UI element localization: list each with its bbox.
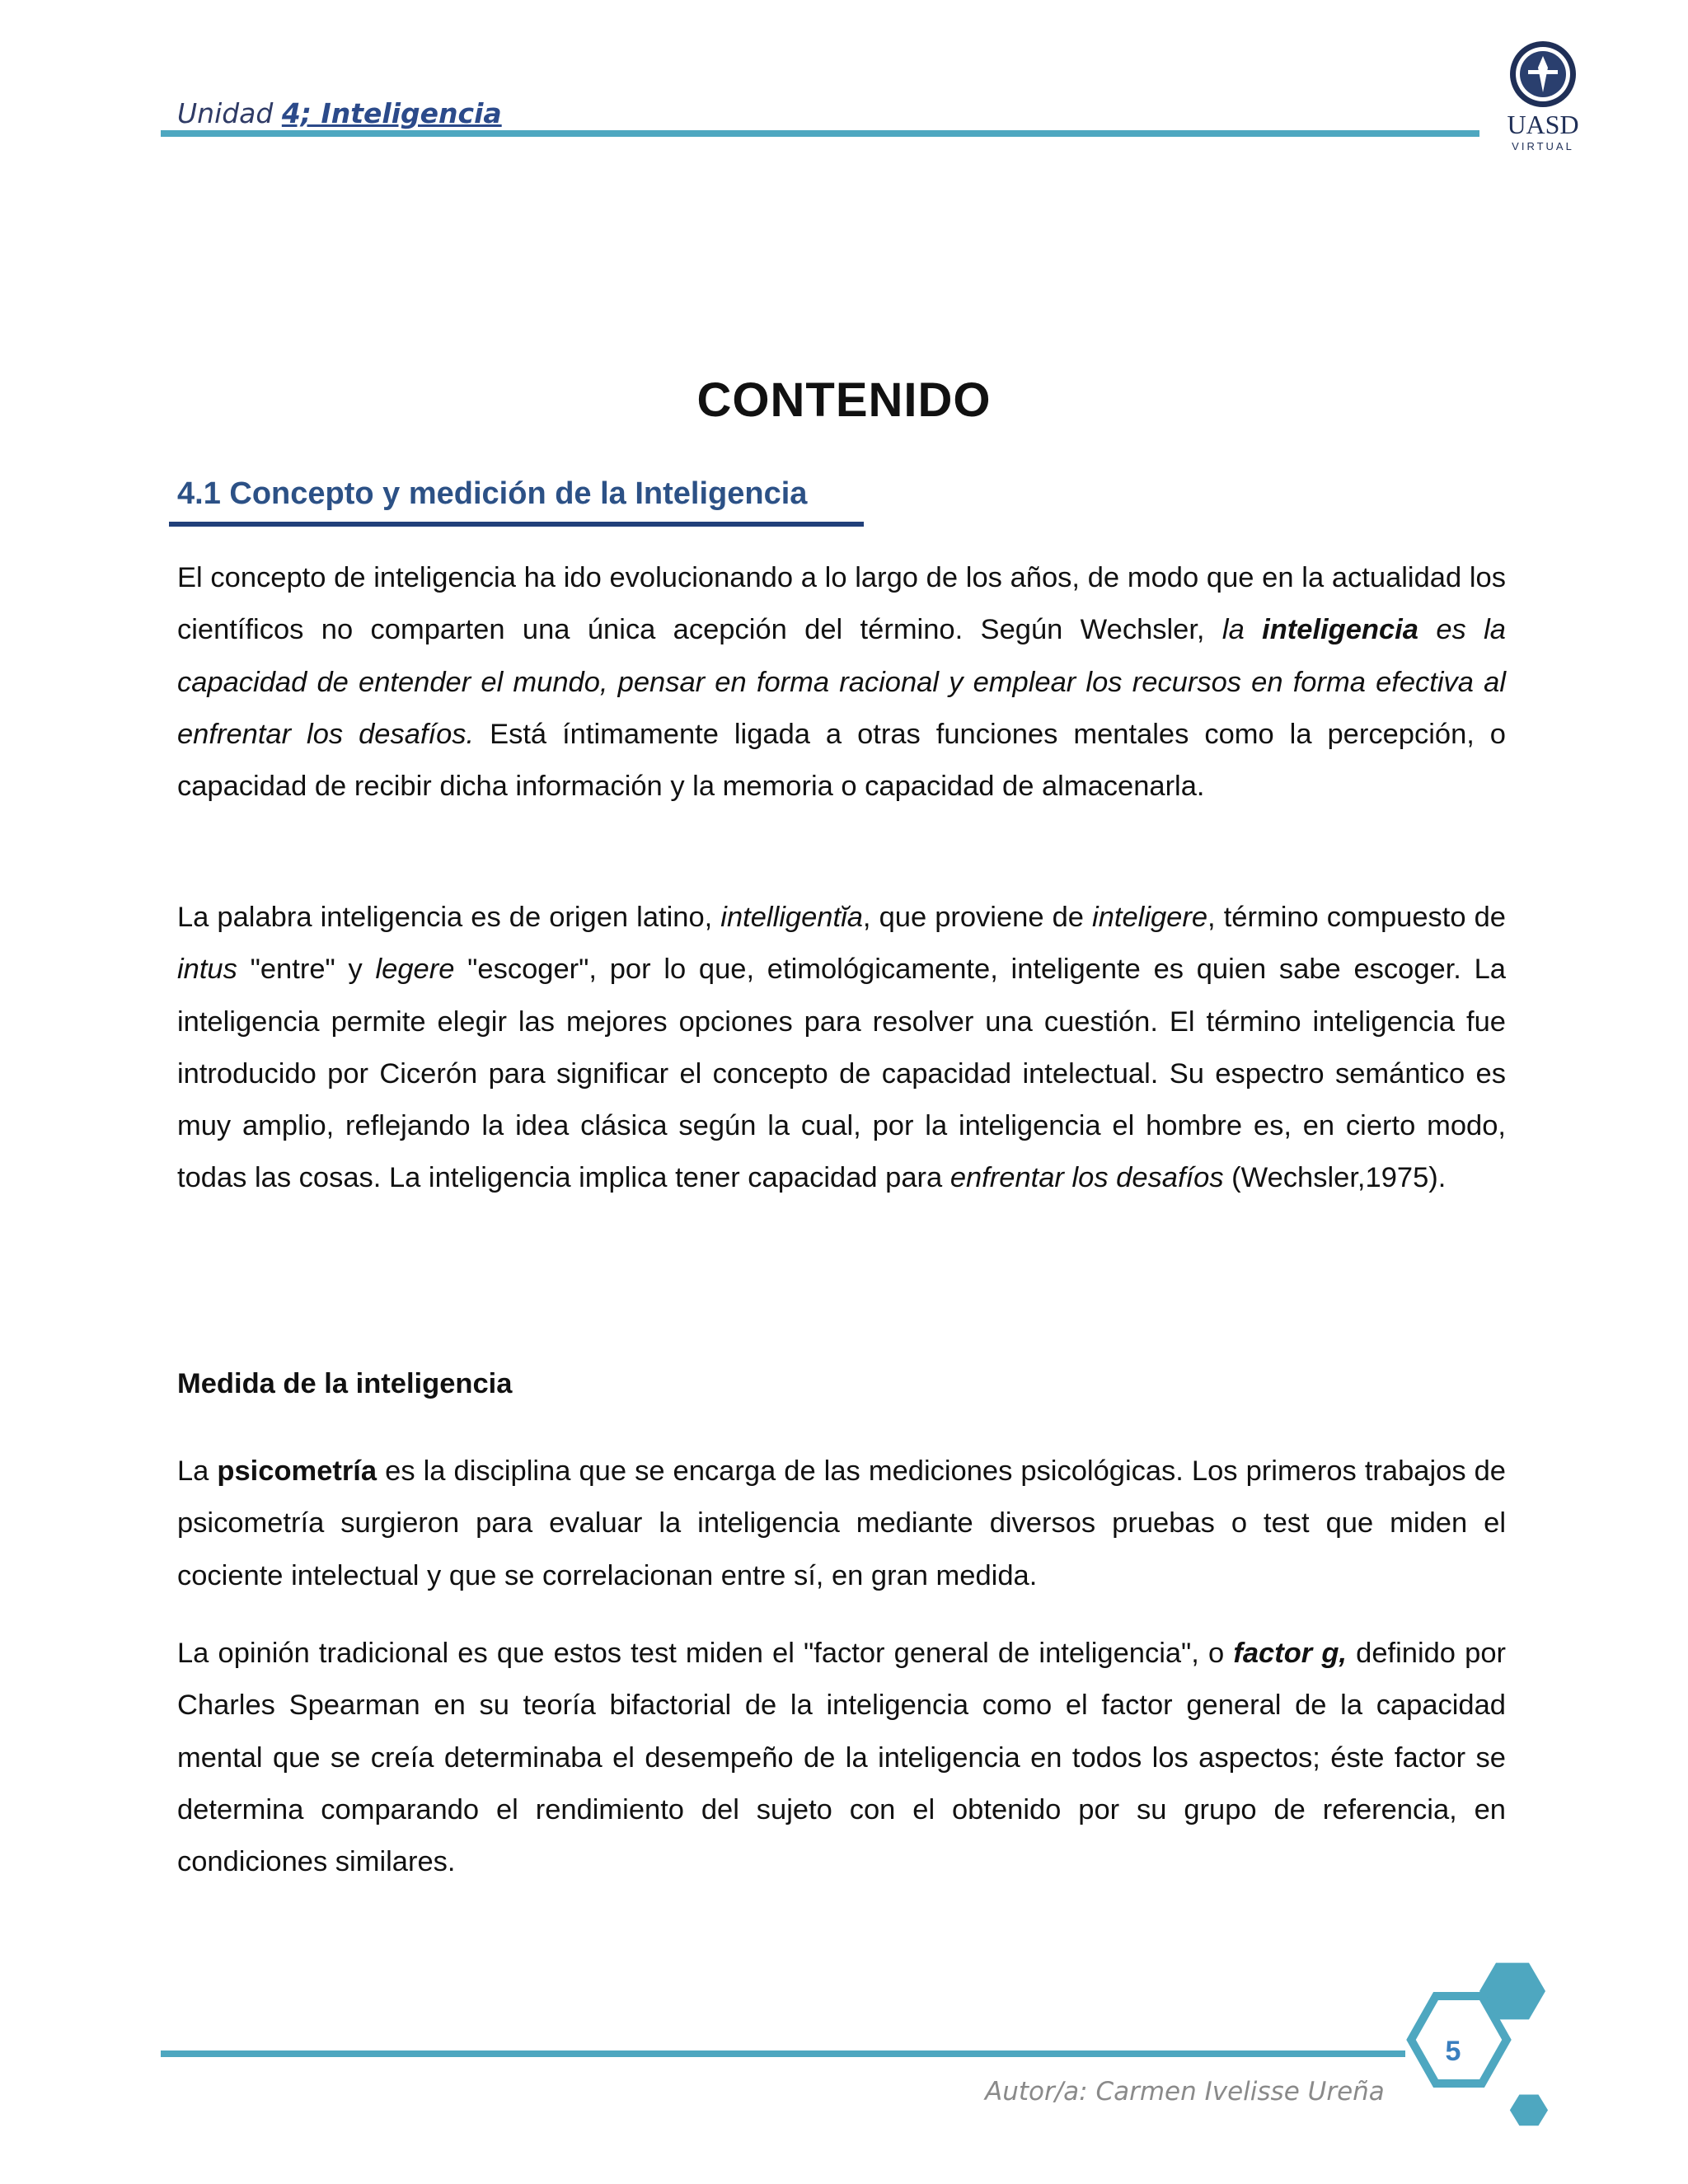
page-title: CONTENIDO	[696, 373, 992, 427]
p2-text-d: inteligere	[1092, 902, 1208, 933]
p2-text-e: , término compuesto de	[1207, 902, 1506, 933]
p3-text-a: La	[177, 1455, 218, 1487]
uasd-logo	[1493, 33, 1592, 165]
p3-text-c: es la disciplina que se encarga de las mediciones psicológicas. Los primeros trabajos de psicometría surgieron para evaluar la inteligencia mediante diversos pruebas o test que miden el cociente intelectual y que se correlacionan entre sí, en gran medida.	[177, 1455, 1506, 1591]
header-rule	[161, 130, 1479, 137]
p2-text-a: La palabra inteligencia es de origen latino,	[177, 902, 721, 933]
p2-text-c: , que proviene de	[862, 902, 1093, 933]
p2-text-b: intelligentĭa	[720, 902, 863, 933]
p1-text-d: es la capacidad de entender el mundo, pensar en forma racional y emplear los recursos en forma efectiva al enfrentar los desafíos.	[177, 614, 1506, 750]
p2-text-j: enfrentar los desafíos	[950, 1162, 1224, 1194]
section-underline	[169, 522, 864, 527]
p2-text-g: "entre" y	[237, 954, 376, 986]
p1-text-e: Está íntimamente ligada a otras funciones mentales como la percepción, o capacidad de recibir dicha información y la memoria o capacidad de almacenarla.	[177, 718, 1506, 803]
p4-text-b: factor g,	[1233, 1638, 1347, 1669]
p4-text-c: definido por Charles Spearman en su teoría bifactorial de la inteligencia como el factor general de la capacidad mental que se creía determinaba el desempeño de la inteligencia en todos los aspectos; éste factor se determina comparando el rendimiento del sujeto con el obtenido por su grupo de referencia, en condiciones similares.	[177, 1638, 1506, 1878]
footer-author: Autor/a: Carmen Ivelisse Ureña	[985, 2077, 1385, 2107]
hexagon-decoration-icon	[1385, 1961, 1599, 2143]
p2-text-h: legere	[375, 954, 455, 986]
header-unit-prefix: Unidad	[177, 97, 282, 129]
section-heading: 4.1 Concepto y medición de la Inteligencia	[177, 476, 808, 511]
p4-text-a: La opinión tradicional es que estos test miden el "factor general de inteligencia", o	[177, 1638, 1234, 1669]
university-seal-icon	[1510, 41, 1576, 107]
p2-text-f: intus	[177, 954, 237, 986]
page-number: 5	[1445, 2036, 1461, 2067]
p1-text-a: El concepto de inteligencia ha ido evolucionando a lo largo de los años, de modo que en la actualidad los científicos no comparten una única acepción del término. Según Wechsler,	[177, 562, 1506, 646]
header-unit-title	[177, 97, 502, 129]
p1-text-b: la	[1221, 614, 1245, 646]
p2-text-i: "escoger", por lo que, etimológicamente, inteligente es quien sabe escoger. La inteligencia permite elegir las mejores opciones para resolver una cuestión. El término inteligencia fue introducido por Cicerón para significar el concepto de capacidad intelectual. Su espectro semántico es muy amplio, reflejando la idea clásica según la cual, por la inteligencia el hombre es, en cierto modo, todas las cosas. La inteligencia implica tener capacidad para	[177, 954, 1506, 1194]
p2-text-k: (Wechsler,1975).	[1223, 1162, 1447, 1194]
p3-text-b: psicometría	[217, 1455, 377, 1487]
paragraph-psychometry	[177, 1446, 1506, 1602]
paragraph-concept	[177, 552, 1506, 813]
footer-rule	[161, 2050, 1405, 2057]
paragraph-etymology	[177, 892, 1506, 1205]
logo-text: UASD	[1507, 110, 1579, 139]
paragraph-factor-g	[177, 1628, 1506, 1888]
subheading-measurement: Medida de la inteligencia	[177, 1368, 513, 1399]
logo-subtext: VIRTUAL	[1512, 140, 1574, 152]
p1-text-c: inteligencia	[1262, 614, 1418, 646]
header-unit-name: 4; Inteligencia	[281, 97, 502, 129]
